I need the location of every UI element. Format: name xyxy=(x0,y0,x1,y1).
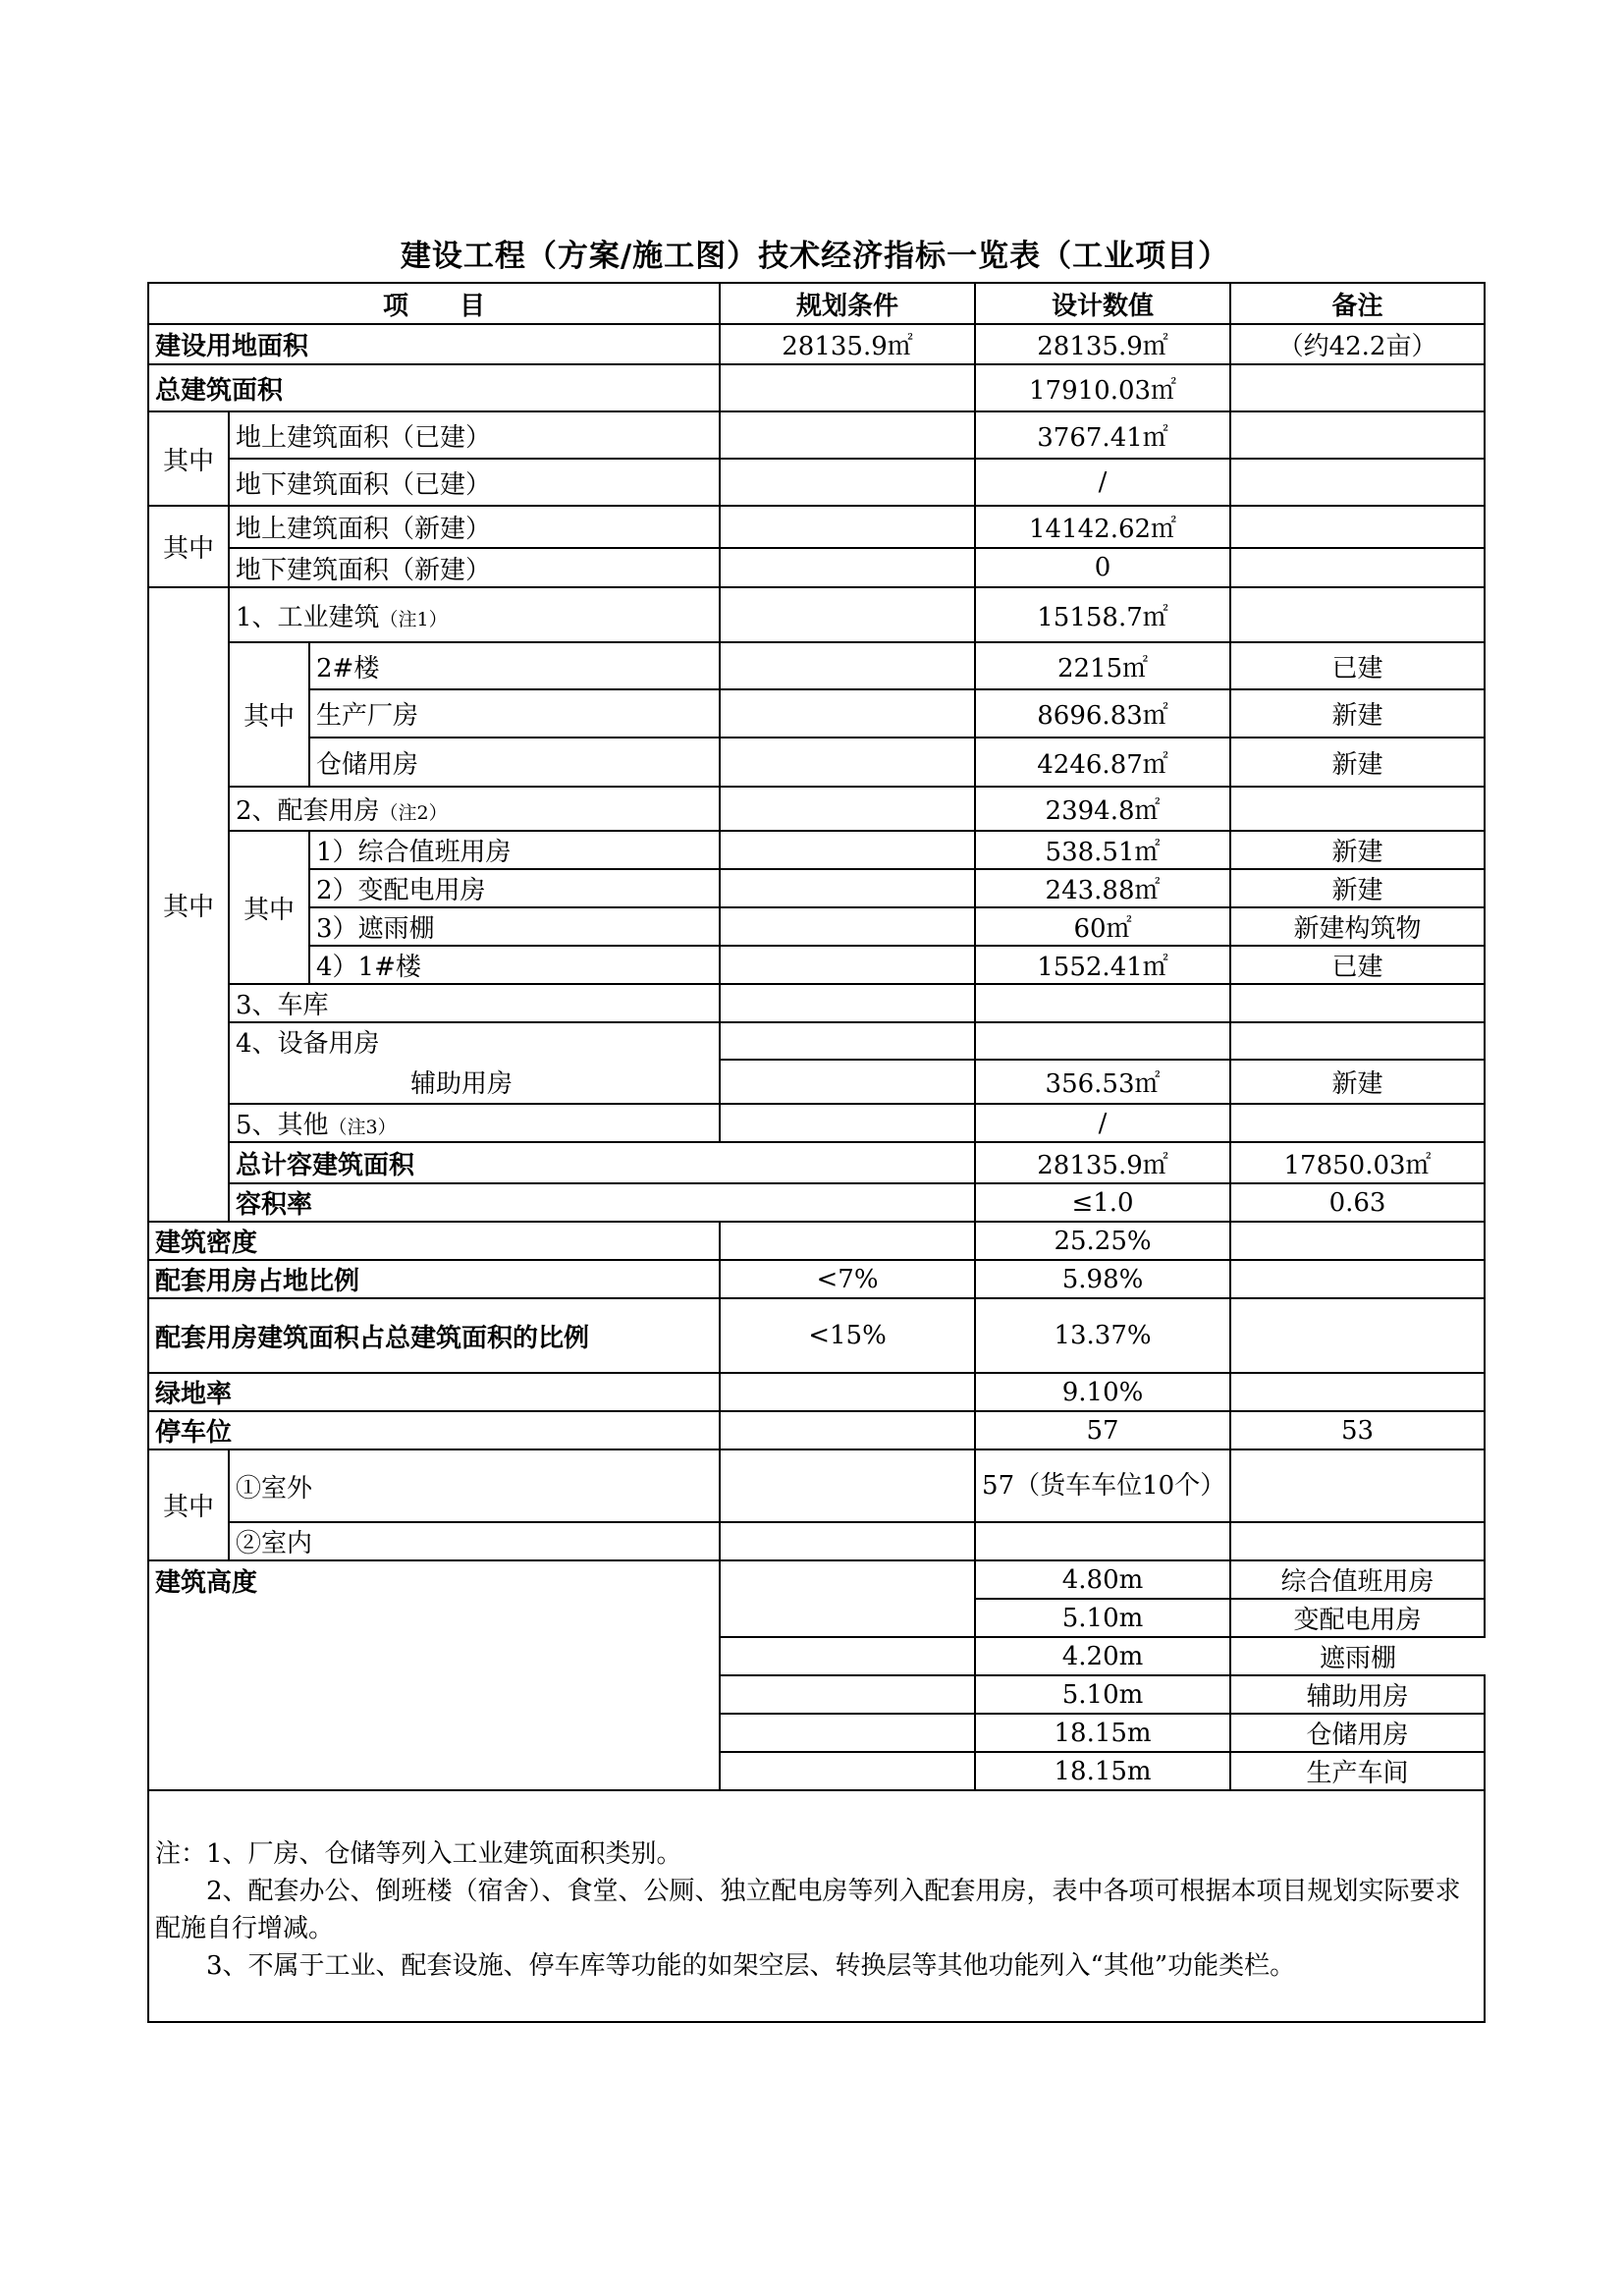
design-auxiliary: 356.53㎡ xyxy=(975,1060,1230,1104)
design-supporting-4: 1552.41㎡ xyxy=(975,946,1230,984)
row-supporting-3 xyxy=(148,907,1485,946)
planning-far: ≤1.0 xyxy=(975,1183,1230,1222)
row-industrial-1 xyxy=(148,642,1485,689)
row-support-floor-ratio xyxy=(148,1298,1485,1373)
label-supporting-4: 4）1#楼 xyxy=(309,946,720,984)
planning-industrial-3 xyxy=(720,738,975,787)
row-total-floor xyxy=(148,364,1485,411)
label-industrial-3: 仓储用房 xyxy=(309,738,720,787)
row-green xyxy=(148,1373,1485,1411)
remark-density xyxy=(1230,1222,1485,1260)
planning-parking-outdoor xyxy=(720,1449,975,1522)
remark-height-4: 辅助用房 xyxy=(1230,1675,1485,1714)
planning-garage xyxy=(720,984,975,1022)
remark-below-new xyxy=(1230,548,1485,587)
row-supporting xyxy=(148,787,1485,831)
planning-supporting-3 xyxy=(720,907,975,946)
remark-parking-outdoor xyxy=(1230,1449,1485,1522)
header-remark: 备注 xyxy=(1230,283,1485,324)
row-industrial xyxy=(148,587,1485,642)
row-support-land-ratio xyxy=(148,1260,1485,1298)
row-supporting-2 xyxy=(148,869,1485,907)
remark-supporting-4: 已建 xyxy=(1230,946,1485,984)
remark-auxiliary: 新建 xyxy=(1230,1060,1485,1104)
row-other xyxy=(148,1104,1485,1142)
remark-green xyxy=(1230,1373,1485,1411)
design-below-new: 0 xyxy=(975,548,1230,587)
remark-height-3: 遮雨棚 xyxy=(1230,1637,1485,1675)
planning-height-2 xyxy=(720,1599,975,1637)
design-above-new: 14142.62㎡ xyxy=(975,506,1230,548)
header-planning: 规划条件 xyxy=(720,283,975,324)
remark-parking: 53 xyxy=(1230,1411,1485,1449)
remark-equipment xyxy=(1230,1022,1485,1060)
height-blank xyxy=(148,1599,720,1790)
design-total-floor: 17910.03㎡ xyxy=(975,364,1230,411)
qizhong-new: 其中 xyxy=(148,506,229,587)
remark-height-2: 变配电用房 xyxy=(1230,1599,1485,1637)
planning-height-5 xyxy=(720,1714,975,1752)
label-total-floor: 总建筑面积 xyxy=(148,364,720,411)
industrial-note: （注1） xyxy=(379,608,448,630)
design-equipment xyxy=(975,1022,1230,1060)
planning-above-new xyxy=(720,506,975,548)
remark-industrial-2: 新建 xyxy=(1230,689,1485,738)
label-support-land-ratio: 配套用房占地比例 xyxy=(148,1260,720,1298)
row-notes xyxy=(148,1790,1485,2022)
row-garage xyxy=(148,984,1485,1022)
remark-total-floor xyxy=(1230,364,1485,411)
notes-cell xyxy=(148,1790,1485,2022)
design-height-5: 18.15m xyxy=(975,1714,1230,1752)
label-parking-outdoor: ①室外 xyxy=(229,1449,720,1522)
design-height-1: 4.80m xyxy=(975,1560,1230,1599)
planning-green xyxy=(720,1373,975,1411)
note-3: 3、不属于工业、配套设施、停车库等功能的如架空层、转换层等其他功能列入“其他”功能类栏。 xyxy=(206,1951,1296,1981)
note-2: 2、配套办公、倒班楼（宿舍）、食堂、公厕、独立配电房等列入配套用房，表中各项可根据本项目规划实际要求配施自行增减。 xyxy=(155,1877,1461,1943)
planning-height-top xyxy=(720,1560,975,1599)
label-green: 绿地率 xyxy=(148,1373,720,1411)
row-height-2 xyxy=(148,1599,1485,1637)
remark-supporting-2: 新建 xyxy=(1230,869,1485,907)
qizhong-breakdown: 其中 xyxy=(148,587,229,1222)
row-auxiliary xyxy=(148,1060,1485,1104)
header-design: 设计数值 xyxy=(975,283,1230,324)
label-industrial-1: 2#楼 xyxy=(309,642,720,689)
row-supporting-4 xyxy=(148,946,1485,984)
label-supporting-3: 3）遮雨棚 xyxy=(309,907,720,946)
planning-above-built xyxy=(720,411,975,459)
planning-height-4 xyxy=(720,1675,975,1714)
row-density xyxy=(148,1222,1485,1260)
remark-other xyxy=(1230,1104,1485,1142)
remark-height-6: 生产车间 xyxy=(1230,1752,1485,1790)
note-1: 注：1、厂房、仓储等列入工业建筑面积类别。 xyxy=(155,1839,682,1869)
remark-supporting xyxy=(1230,787,1485,831)
label-industrial-2: 生产厂房 xyxy=(309,689,720,738)
row-far-area xyxy=(148,1142,1485,1183)
planning-parking-indoor xyxy=(720,1522,975,1560)
row-industrial-2 xyxy=(148,689,1485,738)
design-far-area: 17850.03㎡ xyxy=(1230,1142,1485,1183)
label-industrial xyxy=(229,587,720,642)
planning-total-floor xyxy=(720,364,975,411)
label-below-built: 地下建筑面积（已建） xyxy=(229,459,720,506)
design-industrial-2: 8696.83㎡ xyxy=(975,689,1230,738)
planning-equipment xyxy=(720,1022,975,1060)
row-above-built xyxy=(148,411,1485,459)
row-parking-outdoor xyxy=(148,1449,1485,1522)
supporting-note: （注2） xyxy=(379,802,448,824)
label-above-built: 地上建筑面积（已建） xyxy=(229,411,720,459)
design-green: 9.10% xyxy=(975,1373,1230,1411)
design-support-land-ratio: 5.98% xyxy=(975,1260,1230,1298)
row-above-new xyxy=(148,506,1485,548)
industrial-label-text: 1、工业建筑 xyxy=(236,602,380,632)
design-above-built: 3767.41㎡ xyxy=(975,411,1230,459)
header-row xyxy=(148,283,1485,324)
label-height: 建筑高度 xyxy=(148,1560,720,1599)
planning-supporting xyxy=(720,787,975,831)
remark-support-land-ratio xyxy=(1230,1260,1485,1298)
design-below-built: / xyxy=(975,459,1230,506)
row-far xyxy=(148,1183,1485,1222)
remark-industrial-1: 已建 xyxy=(1230,642,1485,689)
design-density: 25.25% xyxy=(975,1222,1230,1260)
planning-height-3 xyxy=(720,1637,975,1675)
remark-land-area: （约42.2亩） xyxy=(1230,324,1485,364)
design-height-6: 18.15m xyxy=(975,1752,1230,1790)
label-far: 容积率 xyxy=(229,1183,975,1222)
label-other xyxy=(229,1104,720,1142)
remark-supporting-1: 新建 xyxy=(1230,831,1485,869)
design-supporting-3: 60㎡ xyxy=(975,907,1230,946)
remark-supporting-3: 新建构筑物 xyxy=(1230,907,1485,946)
row-supporting-1 xyxy=(148,831,1485,869)
design-support-floor-ratio: 13.37% xyxy=(975,1298,1230,1373)
design-height-3: 4.20m xyxy=(975,1637,1230,1675)
qizhong-supporting: 其中 xyxy=(229,831,309,984)
planning-industrial-1 xyxy=(720,642,975,689)
planning-parking xyxy=(720,1411,975,1449)
design-supporting-1: 538.51㎡ xyxy=(975,831,1230,869)
row-parking xyxy=(148,1411,1485,1449)
planning-support-floor-ratio: <15% xyxy=(720,1298,975,1373)
design-parking-indoor xyxy=(975,1522,1230,1560)
other-label-text: 5、其他 xyxy=(236,1111,329,1140)
indicator-table xyxy=(147,282,1486,2023)
design-height-4: 5.10m xyxy=(975,1675,1230,1714)
label-land-area: 建设用地面积 xyxy=(148,324,720,364)
page-title: 建设工程（方案/施工图）技术经济指标一览表（工业项目） xyxy=(400,239,1230,274)
planning-other xyxy=(720,1104,975,1142)
row-land-area xyxy=(148,324,1485,364)
qizhong-parking: 其中 xyxy=(148,1449,229,1560)
other-note: （注3） xyxy=(328,1117,397,1138)
qizhong-industrial: 其中 xyxy=(229,642,309,787)
planning-auxiliary xyxy=(720,1060,975,1104)
planning-height-6 xyxy=(720,1752,975,1790)
label-above-new: 地上建筑面积（新建） xyxy=(229,506,720,548)
design-garage xyxy=(975,984,1230,1022)
label-far-area: 总计容建筑面积 xyxy=(229,1142,975,1183)
label-parking: 停车位 xyxy=(148,1411,720,1449)
remark-below-built xyxy=(1230,459,1485,506)
planning-land-area: 28135.9㎡ xyxy=(720,324,975,364)
qizhong-built: 其中 xyxy=(148,411,229,506)
remark-above-new xyxy=(1230,506,1485,548)
design-other: / xyxy=(975,1104,1230,1142)
design-parking-outdoor: 57（货车车位10个） xyxy=(975,1449,1230,1522)
remark-above-built xyxy=(1230,411,1485,459)
planning-supporting-4 xyxy=(720,946,975,984)
row-equipment xyxy=(148,1022,1485,1060)
row-below-built xyxy=(148,459,1485,506)
planning-supporting-2 xyxy=(720,869,975,907)
planning-support-land-ratio: <7% xyxy=(720,1260,975,1298)
remark-industrial-3: 新建 xyxy=(1230,738,1485,787)
design-supporting-2: 243.88㎡ xyxy=(975,869,1230,907)
design-far: 0.63 xyxy=(1230,1183,1485,1222)
remark-industrial xyxy=(1230,587,1485,642)
design-height-2: 5.10m xyxy=(975,1599,1230,1637)
label-parking-indoor: ②室内 xyxy=(229,1522,720,1560)
remark-height-1: 综合值班用房 xyxy=(1230,1560,1485,1599)
label-support-floor-ratio: 配套用房建筑面积占总建筑面积的比例 xyxy=(148,1298,720,1373)
supporting-label-text: 2、配套用房 xyxy=(236,796,380,826)
design-industrial-3: 4246.87㎡ xyxy=(975,738,1230,787)
row-parking-indoor xyxy=(148,1522,1485,1560)
label-equipment: 4、设备用房 xyxy=(229,1022,720,1060)
row-industrial-3 xyxy=(148,738,1485,787)
planning-below-new xyxy=(720,548,975,587)
label-supporting-1: 1）综合值班用房 xyxy=(309,831,720,869)
design-land-area: 28135.9㎡ xyxy=(975,324,1230,364)
planning-supporting-1 xyxy=(720,831,975,869)
planning-industrial-2 xyxy=(720,689,975,738)
remark-height-5: 仓储用房 xyxy=(1230,1714,1485,1752)
design-supporting: 2394.8㎡ xyxy=(975,787,1230,831)
remark-garage xyxy=(1230,984,1485,1022)
design-industrial-1: 2215㎡ xyxy=(975,642,1230,689)
remark-support-floor-ratio xyxy=(1230,1298,1485,1373)
planning-industrial xyxy=(720,587,975,642)
planning-far-area: 28135.9㎡ xyxy=(975,1142,1230,1183)
planning-density xyxy=(720,1222,975,1260)
remark-parking-indoor xyxy=(1230,1522,1485,1560)
label-supporting xyxy=(229,787,720,831)
label-density: 建筑密度 xyxy=(148,1222,720,1260)
label-auxiliary: 辅助用房 xyxy=(229,1060,720,1104)
label-garage: 3、车库 xyxy=(229,984,720,1022)
header-item: 项 目 xyxy=(148,283,720,324)
design-parking: 57 xyxy=(975,1411,1230,1449)
planning-below-built xyxy=(720,459,975,506)
design-industrial: 15158.7㎡ xyxy=(975,587,1230,642)
row-height-1 xyxy=(148,1560,1485,1599)
label-supporting-2: 2）变配电用房 xyxy=(309,869,720,907)
row-below-new xyxy=(148,548,1485,587)
label-below-new: 地下建筑面积（新建） xyxy=(229,548,720,587)
